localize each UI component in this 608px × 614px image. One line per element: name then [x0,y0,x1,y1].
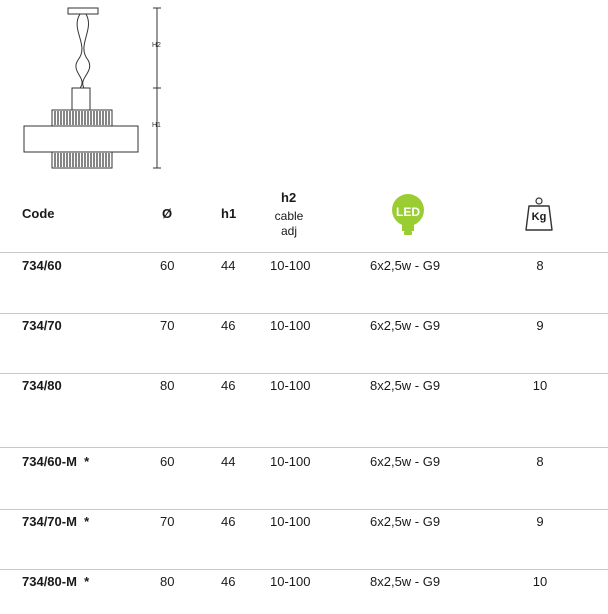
cell-led: 6x2,5w - G9 [370,258,441,273]
cell-weight: 9 [536,514,544,529]
dimension-label-h2: H2 [152,42,161,49]
dimension-label-h1: H1 [152,122,161,129]
row-divider [0,569,608,570]
cell-h2: 10-100 [270,258,311,273]
cell-led: 8x2,5w - G9 [370,378,441,393]
cell-diameter: 70 [160,318,175,333]
upper-cylinder [72,88,90,110]
cell-weight: 9 [536,318,544,333]
cell-h1: 46 [221,378,236,393]
header-h2: h2 [281,190,297,205]
cell-diameter: 80 [160,378,175,393]
suspension-cable [83,14,90,88]
lamp-technical-drawing [0,0,608,185]
cell-h1: 44 [221,454,236,469]
header-divider [0,252,608,253]
cell-diameter: 60 [160,454,175,469]
header-h2-cable: cable [274,209,304,223]
cell-code: 734/60 [22,258,62,273]
table-row [0,574,608,614]
cell-code: 734/80-M * [22,574,90,589]
cell-h2: 10-100 [270,574,311,589]
cell-led: 8x2,5w - G9 [370,574,441,589]
led-label: LED [396,205,420,219]
row-divider [0,447,608,448]
header-code: Code [22,206,55,221]
table-row [0,318,608,358]
cell-h2: 10-100 [270,318,311,333]
cell-h2: 10-100 [270,514,311,529]
cell-h2: 10-100 [270,454,311,469]
ceiling-canopy [68,8,98,14]
cell-weight: 10 [532,378,548,393]
cell-h1: 46 [221,574,236,589]
suspension-cable [76,14,82,88]
table-row [0,378,608,418]
cell-weight: 8 [536,454,544,469]
cell-diameter: 60 [160,258,175,273]
table-row [0,258,608,298]
row-divider [0,313,608,314]
cell-h1: 46 [221,318,236,333]
main-disc [24,126,138,152]
cell-weight: 8 [536,258,544,273]
cell-code: 734/60-M * [22,454,90,469]
cell-code: 734/70 [22,318,62,333]
cell-led: 6x2,5w - G9 [370,454,441,469]
row-divider [0,509,608,510]
weight-label: Kg [531,211,547,223]
cell-h1: 46 [221,514,236,529]
cell-h1: 44 [221,258,236,273]
cell-weight: 10 [532,574,548,589]
row-divider [0,373,608,374]
header-h1: h1 [221,206,237,221]
header-h2-adj: adj [280,224,297,238]
cell-diameter: 70 [160,514,175,529]
table-row [0,514,608,554]
cell-led: 6x2,5w - G9 [370,318,441,333]
header-diameter: Ø [162,206,173,221]
table-row [0,454,608,494]
cell-diameter: 80 [160,574,175,589]
cell-code: 734/80 [22,378,62,393]
cell-led: 6x2,5w - G9 [370,514,441,529]
cell-code: 734/70-M * [22,514,90,529]
cell-h2: 10-100 [270,378,311,393]
